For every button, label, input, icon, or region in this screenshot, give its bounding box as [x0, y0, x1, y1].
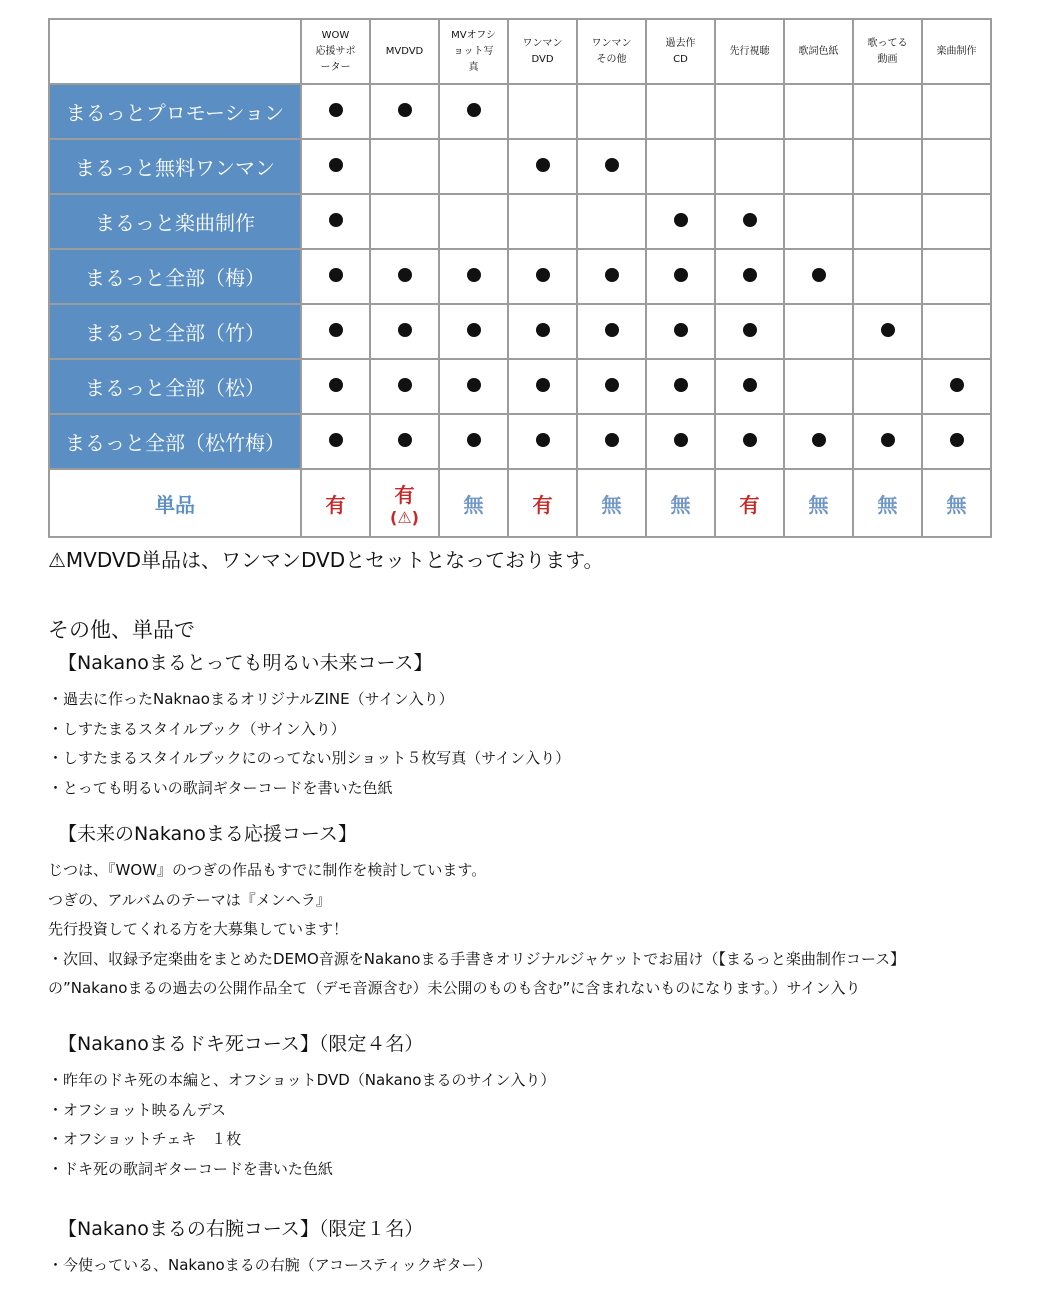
single-availability-cell	[646, 469, 715, 537]
table-cell	[853, 84, 922, 139]
mvdvd-note: ⚠MVDVD単品は、ワンマンDVDとセットとなっております。	[48, 548, 604, 572]
table-cell	[301, 304, 370, 359]
table-cell	[439, 304, 508, 359]
section-line: じつは、『WOW』のつぎの作品もすでに制作を検討しています。	[48, 861, 487, 879]
included-dot-icon	[674, 433, 688, 447]
included-dot-icon	[467, 103, 481, 117]
table-cell	[715, 84, 784, 139]
included-dot-icon	[674, 323, 688, 337]
table-body	[49, 84, 991, 537]
table-cell	[370, 84, 439, 139]
table-cell	[646, 304, 715, 359]
section-line: ・過去に作ったNaknaoまるオリジナルZINE（サイン入り）	[48, 690, 454, 708]
section-dokishi-course	[48, 1029, 1028, 1184]
included-dot-icon	[398, 378, 412, 392]
table-row	[49, 84, 991, 139]
single-availability-cell	[715, 469, 784, 537]
included-dot-icon	[536, 378, 550, 392]
availability-mark: 有	[739, 492, 760, 517]
included-dot-icon	[398, 268, 412, 282]
section-line: ・昨年のドキ死の本編と、オフショットDVD（Nakanoまるのサイン入り）	[48, 1071, 556, 1089]
availability-mark: 無	[808, 492, 829, 517]
availability-mark: 無	[670, 492, 691, 517]
row-header-course-name: まるっと全部（竹）	[49, 304, 301, 359]
single-availability-cell	[853, 469, 922, 537]
availability-mark: 無	[877, 492, 898, 517]
included-dot-icon	[329, 378, 343, 392]
section-title: 【Nakanoまるドキ死コース】（限定４名）	[58, 1033, 424, 1055]
included-dot-icon	[812, 433, 826, 447]
single-availability-cell	[577, 469, 646, 537]
table-cell	[301, 249, 370, 304]
table-cell	[784, 84, 853, 139]
section-line: つぎの、アルバムのテーマは『メンヘラ』	[48, 890, 331, 909]
table-row	[49, 359, 991, 414]
section-title: 【未来のNakanoまる応援コース】	[58, 823, 357, 845]
included-dot-icon	[605, 323, 619, 337]
section-right-arm-course	[48, 1214, 1028, 1281]
included-dot-icon	[743, 433, 757, 447]
table-cell	[715, 139, 784, 194]
section-line: の”Nakanoまるの過去の公開作品全て（デモ音源含む）未公開のものも含む”に含まれないものになります。）サイン入り	[48, 979, 861, 997]
section-line: ・オフショットチェキ １枚	[48, 1130, 242, 1148]
row-header-course-name: まるっと全部（松竹梅）	[49, 414, 301, 469]
table-row	[49, 249, 991, 304]
table-cell	[370, 414, 439, 469]
table-cell	[715, 304, 784, 359]
single-availability-cell	[784, 469, 853, 537]
table-row	[49, 304, 991, 359]
table-cell	[715, 359, 784, 414]
row-header-course-name: まるっと全部（梅）	[49, 249, 301, 304]
table-cell	[646, 359, 715, 414]
table-cell	[508, 359, 577, 414]
table-cell	[301, 139, 370, 194]
table-cell	[853, 304, 922, 359]
table-cell	[922, 139, 991, 194]
table-cell	[577, 194, 646, 249]
included-dot-icon	[467, 268, 481, 282]
table-cell	[577, 359, 646, 414]
column-header	[784, 19, 853, 84]
table-row	[49, 139, 991, 194]
row-header-course-name: まるっと全部（松）	[49, 359, 301, 414]
row-header-course-name: まるっと無料ワンマン	[49, 139, 301, 194]
included-dot-icon	[674, 213, 688, 227]
included-dot-icon	[743, 323, 757, 337]
column-header	[508, 19, 577, 84]
warning-icon: (⚠)	[390, 508, 419, 527]
included-dot-icon	[743, 213, 757, 227]
table-cell	[577, 304, 646, 359]
table-cell	[370, 304, 439, 359]
included-dot-icon	[743, 378, 757, 392]
table-cell	[577, 414, 646, 469]
table-cell	[370, 139, 439, 194]
column-header-line: DVD	[531, 53, 554, 65]
section-future-support-course	[48, 819, 1028, 1004]
table-cell	[439, 84, 508, 139]
table-cell	[646, 414, 715, 469]
table-cell	[784, 359, 853, 414]
table-cell	[370, 194, 439, 249]
table-cell	[370, 249, 439, 304]
table-cell	[646, 139, 715, 194]
table-cell	[439, 414, 508, 469]
table-cell	[784, 139, 853, 194]
table-row	[49, 414, 991, 469]
included-dot-icon	[329, 268, 343, 282]
table-cell	[715, 194, 784, 249]
column-header-line: 先行視聴	[729, 45, 770, 57]
table-cell	[508, 304, 577, 359]
included-dot-icon	[881, 323, 895, 337]
table-cell	[439, 249, 508, 304]
table-cell	[853, 194, 922, 249]
section-bright-future-course	[48, 648, 1028, 803]
table-cell	[577, 139, 646, 194]
column-header	[439, 19, 508, 84]
course-comparison-table	[48, 18, 992, 538]
table-cell	[922, 304, 991, 359]
included-dot-icon	[950, 378, 964, 392]
included-dot-icon	[329, 158, 343, 172]
table-cell	[508, 414, 577, 469]
section-line: ・しすたまるスタイルブックにのってない別ショット５枚写真（サイン入り）	[48, 749, 571, 767]
table-cell	[439, 359, 508, 414]
table-cell	[922, 249, 991, 304]
table-cell	[715, 414, 784, 469]
table-cell	[922, 84, 991, 139]
column-header-line: 過去作	[665, 37, 696, 49]
column-header-line: WOW	[321, 29, 350, 41]
table-cell	[784, 249, 853, 304]
table-cell	[301, 359, 370, 414]
included-dot-icon	[881, 433, 895, 447]
single-purchase-row	[49, 469, 991, 537]
column-header-line: 楽曲制作	[936, 45, 977, 57]
included-dot-icon	[467, 323, 481, 337]
column-header	[715, 19, 784, 84]
table-cell	[784, 304, 853, 359]
column-header-line: CD	[673, 53, 688, 65]
column-header	[301, 19, 370, 84]
column-header	[577, 19, 646, 84]
table-cell	[646, 84, 715, 139]
row-header-course-name: まるっと楽曲制作	[49, 194, 301, 249]
column-header-line: ョット写	[453, 45, 494, 57]
column-header	[370, 19, 439, 84]
column-header-line: MVDVD	[385, 45, 424, 57]
table-cell	[370, 359, 439, 414]
included-dot-icon	[398, 103, 412, 117]
column-header	[646, 19, 715, 84]
included-dot-icon	[605, 433, 619, 447]
section-line: 先行投資してくれる方を大募集しています！	[48, 920, 349, 938]
availability-mark: 無	[946, 492, 967, 517]
section-line: ・今使っている、Nakanoまるの右腕（アコースティックギター）	[48, 1256, 492, 1274]
section-line: ・ドキ死の歌詞ギターコードを書いた色紙	[48, 1159, 333, 1178]
section-line: ・次回、収録予定楽曲をまとめたDEMO音源をNakanoまる手書きオリジナルジャケットでお届け（【まるっと楽曲制作コース】	[48, 949, 906, 968]
table-cell	[784, 414, 853, 469]
table-cell	[922, 194, 991, 249]
included-dot-icon	[605, 378, 619, 392]
table-cell	[922, 359, 991, 414]
table-header-row	[49, 19, 991, 84]
table-cell	[439, 139, 508, 194]
table-cell	[922, 414, 991, 469]
table-cell	[646, 194, 715, 249]
column-header-line: MVオフシ	[451, 29, 496, 41]
table-cell	[301, 194, 370, 249]
column-header-line: 歌詞色紙	[798, 45, 839, 57]
single-availability-cell	[370, 469, 439, 537]
availability-mark: 無	[601, 492, 622, 517]
availability-mark: 無	[463, 492, 484, 517]
column-header-line: その他	[596, 53, 627, 65]
table-cell	[646, 249, 715, 304]
table-cell	[301, 414, 370, 469]
table-cell	[508, 84, 577, 139]
table-cell	[508, 139, 577, 194]
included-dot-icon	[329, 103, 343, 117]
table-cell	[301, 84, 370, 139]
included-dot-icon	[536, 323, 550, 337]
section-title: 【Nakanoまるとっても明るい未来コース】	[58, 652, 433, 674]
row-header-course-name: まるっとプロモーション	[49, 84, 301, 139]
table-cell	[577, 84, 646, 139]
included-dot-icon	[605, 158, 619, 172]
included-dot-icon	[950, 433, 964, 447]
table-cell	[715, 249, 784, 304]
included-dot-icon	[329, 433, 343, 447]
single-availability-cell	[922, 469, 991, 537]
availability-mark: 有	[325, 492, 346, 517]
column-header	[922, 19, 991, 84]
table-cell	[784, 194, 853, 249]
single-purchase-label: 単品	[49, 469, 301, 537]
column-header-line: ワンマン	[522, 37, 563, 49]
included-dot-icon	[743, 268, 757, 282]
included-dot-icon	[674, 268, 688, 282]
included-dot-icon	[329, 323, 343, 337]
single-availability-cell	[508, 469, 577, 537]
table-cell	[853, 139, 922, 194]
table-cell	[508, 249, 577, 304]
included-dot-icon	[536, 158, 550, 172]
column-header-line: ーター	[320, 61, 351, 73]
included-dot-icon	[674, 378, 688, 392]
column-header-line: 応援サポ	[315, 45, 356, 57]
column-header	[853, 19, 922, 84]
table-cell	[853, 414, 922, 469]
table-cell	[853, 249, 922, 304]
section-line: ・オフショット映るんデス	[48, 1100, 227, 1119]
section-line: ・とっても明るいの歌詞ギターコードを書いた色紙	[48, 778, 393, 797]
table-cell	[853, 359, 922, 414]
included-dot-icon	[329, 213, 343, 227]
column-header-line: ワンマン	[591, 37, 632, 49]
included-dot-icon	[398, 323, 412, 337]
section-title: 【Nakanoまるの右腕コース】（限定１名）	[58, 1218, 424, 1240]
table-corner-cell	[49, 19, 301, 84]
included-dot-icon	[812, 268, 826, 282]
included-dot-icon	[467, 378, 481, 392]
column-header-line: 動画	[877, 53, 898, 65]
section-line: ・しすたまるスタイルブック（サイン入り）	[48, 719, 346, 738]
included-dot-icon	[536, 433, 550, 447]
others-heading: その他、単品で	[48, 618, 195, 642]
column-header-line: 真	[468, 61, 479, 73]
included-dot-icon	[467, 433, 481, 447]
included-dot-icon	[398, 433, 412, 447]
availability-mark: 有	[394, 483, 415, 507]
table-cell	[439, 194, 508, 249]
included-dot-icon	[605, 268, 619, 282]
single-availability-cell	[301, 469, 370, 537]
single-availability-cell	[439, 469, 508, 537]
column-header-line: 歌ってる	[867, 37, 908, 49]
availability-mark: 有	[532, 492, 553, 517]
table-row	[49, 194, 991, 249]
included-dot-icon	[536, 268, 550, 282]
table-cell	[577, 249, 646, 304]
table-cell	[508, 194, 577, 249]
